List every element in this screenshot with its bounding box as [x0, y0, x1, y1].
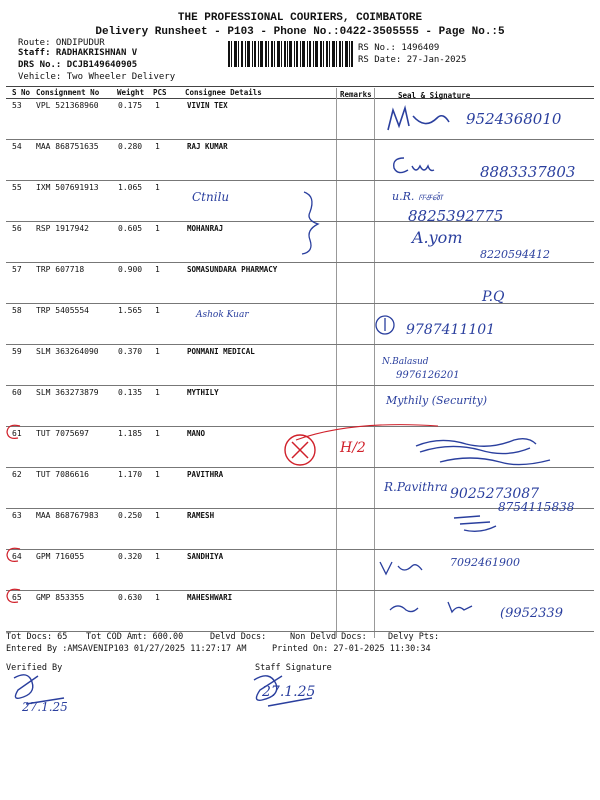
row-pcs: 1	[155, 142, 160, 151]
row-consignee: MOHANRAJ	[187, 224, 224, 233]
row-pcs: 1	[155, 265, 160, 274]
staff-label: Staff: RADHAKRISHNAN V	[18, 48, 138, 58]
phone-row56: 8220594412	[480, 248, 550, 261]
row-consignee: PONMANI MEDICAL	[187, 347, 255, 356]
row-consignment-no: SLM 363273879	[36, 388, 99, 397]
row-consignment-no: TUT 7086616	[36, 470, 89, 479]
row-consignment-no: GPM 716055	[36, 552, 85, 561]
row-consignment-no: VPL 521368960	[36, 101, 99, 110]
col-pcs: PCS	[153, 88, 167, 97]
row-pcs: 1	[155, 347, 160, 356]
handwritten-text-row60: Mythily (Security)	[386, 394, 488, 407]
row-weight: 0.370	[118, 347, 143, 356]
non-delivered-docs: Non Delvd Docs:	[290, 632, 367, 642]
row-sno: 58	[12, 306, 22, 315]
row-consignment-no: TRP 607718	[36, 265, 85, 274]
row-weight: 0.280	[118, 142, 143, 151]
handwritten-name-row59: N.Balasud	[382, 357, 429, 367]
row-consignee: SOMASUNDARA PHARMACY	[187, 265, 278, 274]
row-sno: 56	[12, 224, 22, 233]
row-consignee: VIVIN TEX	[187, 101, 228, 110]
row-consignee: MANO	[187, 429, 206, 438]
handwritten-text-row57: P.Q	[482, 289, 505, 305]
drs-label: DRS No.: DCJB149640905	[18, 60, 138, 70]
handwritten-name-row58: Ashok Kuar	[196, 310, 249, 320]
row-weight: 0.250	[118, 511, 143, 520]
handwritten-text-row56: A.yom	[412, 228, 463, 247]
row-weight: 1.185	[118, 429, 143, 438]
red-circle-mark	[4, 587, 26, 605]
verifier-date: 27.1.25	[22, 700, 68, 714]
phone-row55: 8825392775	[408, 207, 504, 225]
row-weight: 0.135	[118, 388, 143, 397]
red-circle-mark	[4, 423, 26, 441]
row-sno: 59	[12, 347, 22, 356]
row-consignee: PAVITHRA	[187, 470, 224, 479]
col-consignment: Consignment No	[36, 88, 100, 97]
col-consignee: Consignee Details	[185, 88, 262, 97]
vehicle-label: Vehicle: Two Wheeler Delivery	[18, 72, 176, 82]
delivered-docs: Delvd Docs:	[210, 632, 267, 642]
row-pcs: 1	[155, 224, 160, 233]
row-sno: 64	[12, 552, 22, 561]
row-pcs: 1	[155, 511, 160, 520]
row-sno: 54	[12, 142, 22, 151]
row-consignment-no: IXM 507691913	[36, 183, 99, 192]
row-consignee: MYTHILY	[187, 388, 219, 397]
row-pcs: 1	[155, 306, 160, 315]
row-divider	[6, 139, 594, 140]
red-circle-mark	[4, 546, 26, 564]
verified-by-label: Verified By	[6, 663, 63, 673]
phone-row62: 9025273087	[450, 486, 540, 502]
row-weight: 1.065	[118, 183, 143, 192]
row-consignment-no: TRP 5405554	[36, 306, 89, 315]
row-sno: 62	[12, 470, 22, 479]
row-consignment-no: MAA 868767983	[36, 511, 99, 520]
row-pcs: 1	[155, 183, 160, 192]
signature-row65	[388, 596, 488, 618]
row-sno: 63	[12, 511, 22, 520]
delivery-points: Delvy Pts:	[388, 632, 440, 642]
row-pcs: 1	[155, 101, 160, 110]
row-pcs: 1	[155, 593, 160, 602]
row-divider	[6, 549, 594, 550]
row-consignment-no: GMP 853355	[36, 593, 85, 602]
phone-row53: 9524368010	[466, 110, 562, 128]
row-consignment-no: RSP 1917942	[36, 224, 89, 233]
signature-row53	[385, 104, 455, 134]
row-consignment-no: TUT 7075697	[36, 429, 89, 438]
row-weight: 0.605	[118, 224, 143, 233]
printed-on: Printed On: 27-01-2025 11:30:34	[272, 644, 431, 654]
row-weight: 0.900	[118, 265, 143, 274]
row-divider	[6, 344, 594, 345]
col-seal-signature: Seal & Signature	[398, 91, 471, 100]
row-divider	[6, 262, 594, 263]
row-consignment-no: SLM 363264090	[36, 347, 99, 356]
row-pcs: 1	[155, 429, 160, 438]
remark-row61: H/2	[340, 440, 366, 456]
total-cod-amount: Tot COD Amt: 600.00	[86, 632, 184, 642]
scribbled-out-row61	[410, 432, 560, 474]
row-sno: 53	[12, 101, 22, 110]
phone-row64: 7092461900	[450, 556, 520, 569]
row-pcs: 1	[155, 388, 160, 397]
handwritten-text-row55: u.R. ஈசன்	[392, 190, 443, 203]
row-sno: 60	[12, 388, 22, 397]
row-divider	[6, 303, 594, 304]
row-sno: 65	[12, 593, 22, 602]
phone-row59: 9976126201	[396, 370, 460, 381]
col-remarks: Remarks	[340, 90, 372, 99]
col-sno: S No	[12, 88, 31, 97]
brace-mark	[296, 190, 326, 256]
row-pcs: 1	[155, 470, 160, 479]
col-weight: Weight	[117, 88, 145, 97]
row-consignee: MAHESHWARI	[187, 593, 233, 602]
circled-mark-row58	[374, 313, 398, 337]
phone-row63: 8754115838	[498, 500, 575, 514]
rs-number: RS No.: 1496409	[358, 43, 440, 53]
row-sno: 61	[12, 429, 22, 438]
row-sno: 55	[12, 183, 22, 192]
route-label: Route: ONDIPUDUR	[18, 38, 105, 48]
row-pcs: 1	[155, 552, 160, 561]
row-weight: 1.565	[118, 306, 143, 315]
phone-row58: 9787411101	[406, 322, 496, 338]
handwritten-name-row55: Ctnilu	[192, 190, 230, 204]
barcode	[228, 41, 354, 67]
entered-by: Entered By :AMSAVENIP103 01/27/2025 11:27:17 AM	[6, 644, 247, 654]
row-consignee: RAMESH	[187, 511, 215, 520]
row-divider	[6, 590, 594, 591]
signature-row54	[390, 152, 480, 178]
phone-row65: (9952339	[500, 606, 563, 621]
row-weight: 0.320	[118, 552, 143, 561]
rs-date: RS Date: 27-Jan-2025	[358, 55, 467, 65]
row-consignee: RAJ KUMAR	[187, 142, 228, 151]
staff-sign-date: 27.1.25	[262, 684, 316, 700]
handwritten-name-row62: R.Pavithra	[384, 480, 448, 494]
row-consignee: SANDHIYA	[187, 552, 224, 561]
row-consignment-no: MAA 868751635	[36, 142, 99, 151]
phone-row54: 8883337803	[480, 163, 576, 181]
row-divider	[6, 385, 594, 386]
total-docs: Tot Docs: 65	[6, 632, 68, 642]
row-weight: 0.175	[118, 101, 143, 110]
company-title: THE PROFESSIONAL COURIERS, COIMBATORE	[177, 12, 423, 24]
row-sno: 57	[12, 265, 22, 274]
row-weight: 0.630	[118, 593, 143, 602]
row-weight: 1.170	[118, 470, 143, 479]
signature-row64	[378, 556, 428, 578]
runsheet-title: Delivery Runsheet - P103 - Phone No.:0422-3505555 - Page No.:5	[95, 26, 505, 38]
staff-signature-label: Staff Signature	[255, 663, 332, 673]
